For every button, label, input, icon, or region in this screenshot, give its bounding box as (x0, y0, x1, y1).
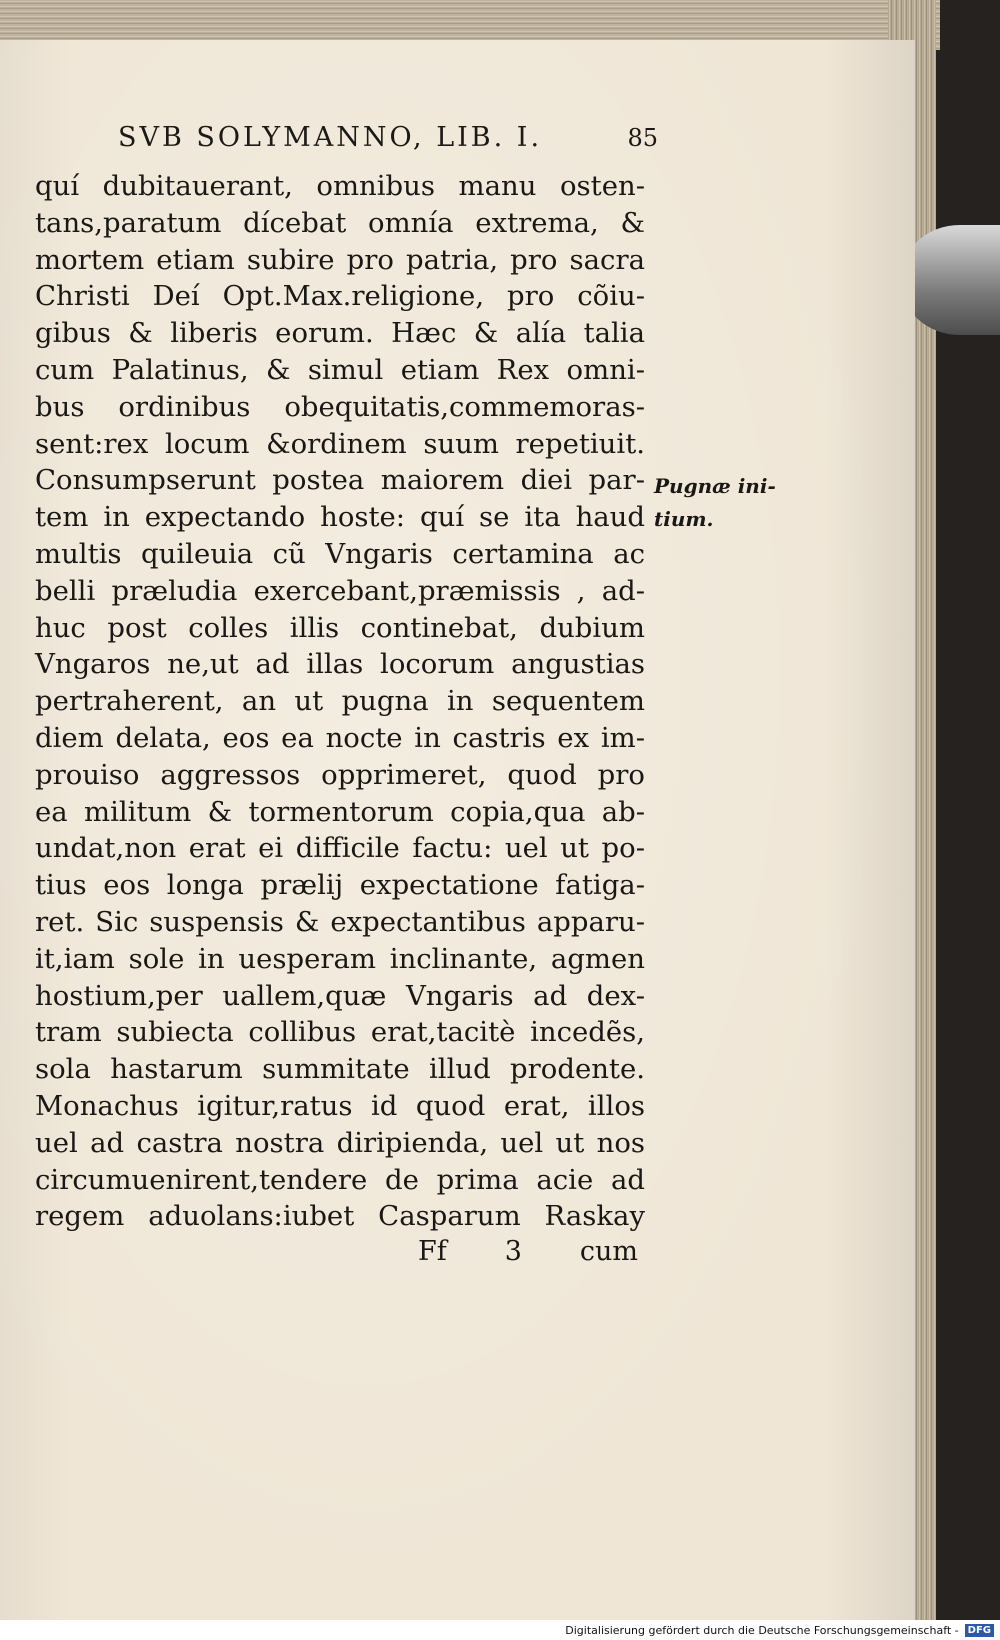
signature-line (418, 1236, 638, 1267)
text-line: tem in expectando hoste: quí se ita haud (35, 501, 645, 534)
text-line: it,iam sole in uesperam inclinante, agmen (35, 942, 645, 975)
text-line: pertraherent, an ut pugna in sequentem (35, 685, 645, 718)
marginal-note-line: tium. (654, 507, 714, 531)
text-line: mortem etiam subire pro patria, pro sacra (35, 243, 645, 276)
text-line: undat,non erat ei difficile factu: uel ut po- (35, 832, 645, 865)
text-line: circumuenirent,tendere de prima acie ad (35, 1163, 645, 1196)
text-line: sola hastarum summitate illud prodente. (35, 1053, 645, 1086)
page-number: 85 (627, 124, 658, 152)
text-line: bus ordinibus obequitatis,commemoras- (35, 390, 645, 423)
text-line: sent:rex locum &ordinem suum repetiuit. (35, 427, 645, 460)
running-head (118, 122, 658, 162)
text-line: tram subiecta collibus erat,tacitè incedẽs, (35, 1016, 645, 1049)
text-line: ea militum & tormentorum copia,qua ab- (35, 795, 645, 828)
marginal-note-line: Pugnæ ini- (654, 474, 776, 498)
marginal-note (654, 470, 784, 536)
running-head-title: SVB SOLYMANNO, LIB. I. (118, 122, 543, 153)
text-line: ret. Sic suspensis & expectantibus apparu- (35, 905, 645, 938)
text-line: Consumpserunt postea maiorem diei par- (35, 464, 645, 497)
dfg-logo: DFG (965, 1624, 994, 1637)
catchword: cum (579, 1236, 638, 1267)
text-line: multis quileuia cũ Vngaris certamina ac (35, 537, 645, 570)
text-line: huc post colles illis continebat, dubium (35, 611, 645, 644)
text-line: uel ad castra nostra diripienda, uel ut nos (35, 1126, 645, 1159)
text-line: Christi Deí Opt.Max.religione, pro cõiu- (35, 280, 645, 313)
signature-mark: Ff (418, 1236, 447, 1267)
text-line: regem aduolans:iubet Casparum Raskay (35, 1200, 645, 1233)
body-text (35, 168, 645, 1235)
text-line: diem delata, eos ea nocte in castris ex im- (35, 721, 645, 754)
text-line: belli præludia exercebant,præmissis , ad- (35, 574, 645, 607)
text-line: tius eos longa prælij expectatione fatiga- (35, 869, 645, 902)
signature-number: 3 (504, 1236, 522, 1267)
text-line: Vngaros ne,ut ad illas locorum angustias (35, 648, 645, 681)
funding-credit: Digitalisierung gefördert durch die Deutsche Forschungsgemeinschaft - (565, 1623, 959, 1637)
footer-bar (0, 1620, 1000, 1640)
text-line: Monachus igitur,ratus id quod erat, illos (35, 1089, 645, 1122)
text-line: gibus & liberis eorum. Hæc & alía talia (35, 317, 645, 350)
text-line: cum Palatinus, & simul etiam Rex omni- (35, 353, 645, 386)
text-line: hostium,per uallem,quæ Vngaris ad dex- (35, 979, 645, 1012)
text-line: prouiso aggressos opprimeret, quod pro (35, 758, 645, 791)
text-line: tans,paratum dícebat omnía extrema, & (35, 206, 645, 239)
text-line: quí dubitauerant, omnibus manu osten- (35, 170, 645, 202)
